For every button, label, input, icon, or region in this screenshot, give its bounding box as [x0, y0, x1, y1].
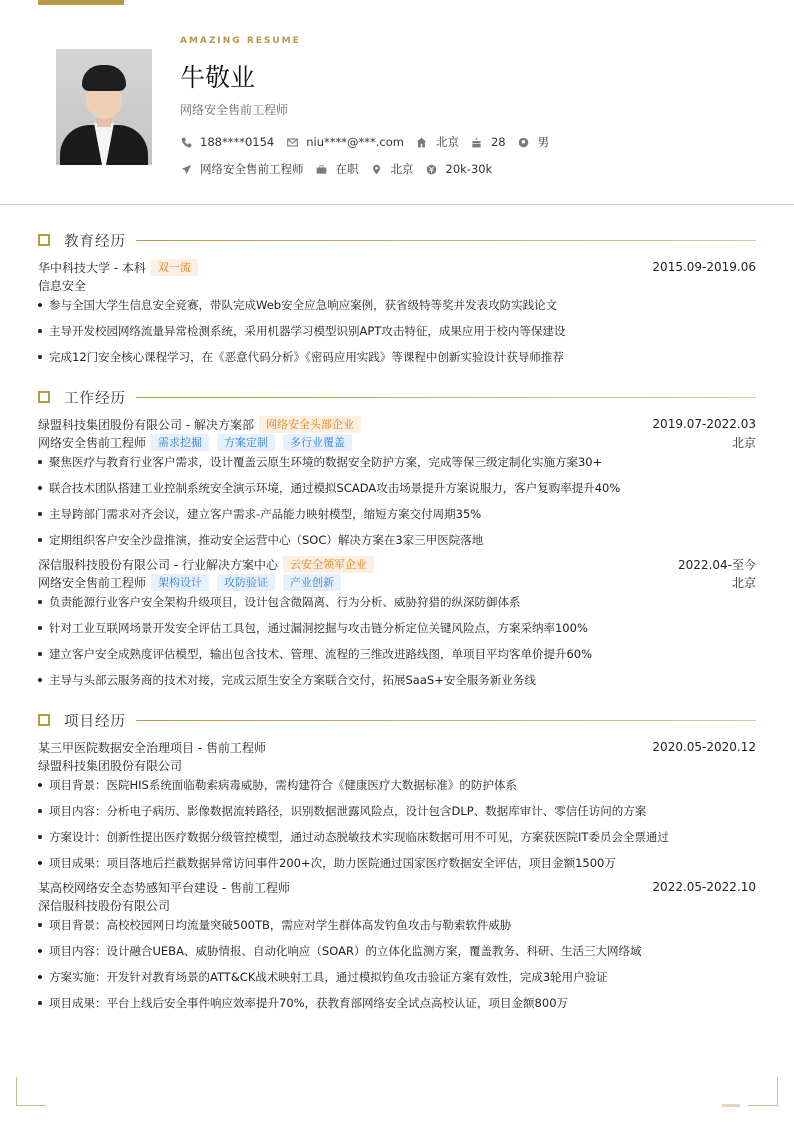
project-date: 2020.05-2020.12: [652, 740, 756, 754]
list-item-text: 项目成果：项目落地后拦截数据异常访问事件200+次，助力医院通过国家医疗数据安全评估，项目金额1500万: [49, 856, 616, 870]
job-city: 北京: [731, 575, 756, 590]
company-tag: 云安全领军企业: [283, 556, 374, 573]
project-date: 2022.05-2022.10: [652, 880, 756, 894]
salary-icon: [426, 163, 438, 175]
phone-text: 188****0154: [200, 135, 275, 149]
list-item: [38, 995, 756, 1011]
list-item-text: 定期组织客户安全沙盘推演，推动安全运营中心（SOC）解决方案在3家三甲医院落地: [49, 533, 484, 547]
education-major: [38, 276, 756, 294]
status-text: 在职: [335, 162, 359, 176]
list-item: [38, 480, 756, 496]
list-item-text: 项目内容：设计融合UEBA、威胁情报、自动化响应（SOAR）的立体化监测方案，覆盖教务、科研、生活三大网络域: [49, 944, 642, 958]
job-intent-row: [180, 161, 504, 177]
intent-city-item: [371, 161, 414, 177]
list-item-text: 聚焦医疗与教育行业客户需求，设计覆盖云原生环境的数据安全防护方案，完成等保三级定制化实施方案30+: [49, 455, 603, 469]
list-item-text: 负责能源行业客户安全架构升级项目，设计包含微隔离、行为分析、威胁狩猎的纵深防御体系: [49, 595, 521, 609]
job-position-line: [38, 433, 756, 451]
list-item-text: 方案设计：创新性提出医疗数据分级管控模型，通过动态脱敏技术实现临床数据可用不可见，方案获医院IT委员会全票通过: [49, 830, 669, 844]
intent-position-text: 网络安全售前工程师: [200, 162, 304, 176]
list-item: [38, 594, 756, 610]
school-name: 华中科技大学 - 本科: [38, 260, 146, 275]
intent-position-item: [180, 161, 304, 177]
project-entry-header: [38, 878, 756, 896]
skill-tag: 多行业覆盖: [283, 434, 352, 451]
cake-icon: [471, 136, 483, 148]
gender-text: 男: [537, 135, 550, 149]
section-marker-icon: [38, 714, 50, 726]
section-marker-icon: [38, 234, 50, 246]
position-title: 网络安全售前工程师: [38, 575, 147, 590]
brand-label: AMAZING RESUME: [180, 36, 301, 46]
list-item-text: 完成12门安全核心课程学习，在《恶意代码分析》《密码应用实践》等课程中创新实验设计获导师推荐: [49, 350, 564, 364]
list-item: [38, 646, 756, 662]
list-item-text: 主导开发校园网络流量异常检测系统，采用机器学习模型识别APT攻击特征，成果应用于校内等保建设: [49, 324, 566, 338]
list-item-text: 建立客户安全成熟度评估模型，输出包含技术、管理、流程的三维改进路线图，单项目平均客单价提升60%: [49, 647, 593, 661]
company-name: 深信服科技股份有限公司 - 行业解决方案中心: [38, 557, 278, 572]
email-item: [286, 135, 404, 149]
section-marker-icon: [38, 391, 50, 403]
list-item: [38, 620, 756, 636]
position-title: 网络安全售前工程师: [38, 435, 147, 450]
list-item-text: 针对工业互联网场景开发安全评估工具包，通过漏洞挖掘与攻击链分析定位关键风险点，方案采纳率100%: [49, 621, 588, 635]
skill-tag: 产业创新: [283, 574, 341, 591]
list-item: [38, 855, 756, 871]
list-item-text: 项目背景：高校校园网日均流量突破500TB，需应对学生群体高发钓鱼攻击与勒索软件威胁: [49, 918, 512, 932]
email-icon: [286, 136, 298, 148]
project-company: [38, 756, 756, 774]
city-item: [416, 134, 459, 150]
briefcase-icon: [316, 163, 328, 175]
list-item: [38, 829, 756, 845]
project-name: 某高校网络安全态势感知平台建设 - 售前工程师: [38, 880, 290, 895]
education-section-heading: [38, 230, 756, 250]
section-title: 项目经历: [64, 713, 126, 730]
list-item: [38, 297, 756, 313]
job-entry-header: [38, 415, 756, 433]
skill-tag: 方案定制: [217, 434, 275, 451]
list-item: [38, 777, 756, 793]
school-tag: 双一流: [151, 259, 198, 276]
contact-row: [180, 134, 561, 150]
list-item-text: 联合技术团队搭建工业控制系统安全演示环境，通过模拟SCADA攻击场景提升方案说服力，客户复购率提升40%: [49, 481, 621, 495]
project-entry-header: [38, 738, 756, 756]
candidate-name: 牛敬业: [180, 63, 256, 92]
home-icon: [416, 136, 428, 148]
job-date: 2022.04-至今: [678, 557, 756, 572]
gender-icon: [518, 136, 530, 148]
list-item: [38, 803, 756, 819]
resume-header: [0, 0, 794, 205]
projects-section-heading: [38, 710, 756, 730]
list-item: [38, 323, 756, 339]
skill-tag: 需求挖掘: [151, 434, 209, 451]
phone-item: [180, 135, 274, 149]
section-divider: [136, 240, 756, 241]
corner-decoration-right: [748, 1077, 778, 1106]
list-item-text: 项目成果：平台上线后安全事件响应效率提升70%，获教育部网络安全试点高校认证，项目金额800万: [49, 996, 569, 1010]
salary-text: 20k-30k: [445, 162, 493, 176]
gender-item: [518, 134, 550, 150]
education-date: 2015.09-2019.06: [652, 260, 756, 274]
project-company-text: 深信服科技股份有限公司: [38, 898, 171, 913]
list-item-text: 主导与头部云服务商的技术对接，完成云原生安全方案联合交付，拓展SaaS+安全服务新业务线: [49, 673, 536, 687]
candidate-role: 网络安全售前工程师: [180, 103, 289, 117]
company-name: 绿盟科技集团股份有限公司 - 解决方案部: [38, 417, 254, 432]
status-item: [316, 161, 359, 177]
intent-city-text: 北京: [390, 162, 414, 176]
send-icon: [180, 163, 192, 175]
age-item: [471, 135, 506, 149]
list-item: [38, 454, 756, 470]
list-item: [38, 506, 756, 522]
list-item: [38, 532, 756, 548]
job-city: 北京: [731, 435, 756, 450]
list-item: [38, 943, 756, 959]
list-item-text: 主导跨部门需求对齐会议，建立客户需求-产品能力映射模型，缩短方案交付周期35%: [49, 507, 482, 521]
profile-photo: [56, 49, 152, 165]
list-item: [38, 969, 756, 985]
list-item-text: 项目背景：医院HIS系统面临勒索病毒威胁，需构建符合《健康医疗大数据标准》的防护体系: [49, 778, 517, 792]
list-item: [38, 917, 756, 933]
list-item: [38, 349, 756, 365]
project-name: 某三甲医院数据安全治理项目 - 售前工程师: [38, 740, 266, 755]
section-title: 教育经历: [64, 233, 126, 250]
section-divider: [136, 397, 756, 398]
education-entry-header: [38, 258, 756, 276]
corner-decoration-left: [16, 1077, 46, 1106]
skill-tag: 攻防验证: [217, 574, 275, 591]
skill-tag: 架构设计: [151, 574, 209, 591]
project-company: [38, 896, 756, 914]
salary-item: [426, 162, 493, 176]
list-item-text: 参与全国大学生信息安全竞赛，带队完成Web安全应急响应案例，获省级特等奖并发表攻防实践论文: [49, 298, 558, 312]
age-text: 28: [490, 135, 506, 149]
list-item: [38, 672, 756, 688]
company-tag: 网络安全头部企业: [259, 416, 361, 433]
project-company-text: 绿盟科技集团股份有限公司: [38, 758, 183, 773]
section-title: 工作经历: [64, 390, 126, 407]
job-date: 2019.07-2022.03: [652, 417, 756, 431]
location-pin-icon: [371, 163, 383, 175]
list-item-text: 方案实施：开发针对教育场景的ATT&CK战术映射工具，通过模拟钓鱼攻击验证方案有效性，完成3轮用户验证: [49, 970, 608, 984]
work-section-heading: [38, 387, 756, 407]
job-entry-header: [38, 555, 756, 573]
email-text: niu****@***.com: [306, 135, 404, 149]
job-position-line: [38, 573, 756, 591]
phone-icon: [180, 136, 192, 148]
major-text: 信息安全: [38, 278, 87, 293]
footer-accent-mark: [722, 1104, 740, 1107]
section-divider: [136, 720, 756, 721]
city-text: 北京: [435, 135, 459, 149]
list-item-text: 项目内容：分析电子病历、影像数据流转路径，识别数据泄露风险点，设计包含DLP、数据库审计、零信任访问的方案: [49, 804, 647, 818]
